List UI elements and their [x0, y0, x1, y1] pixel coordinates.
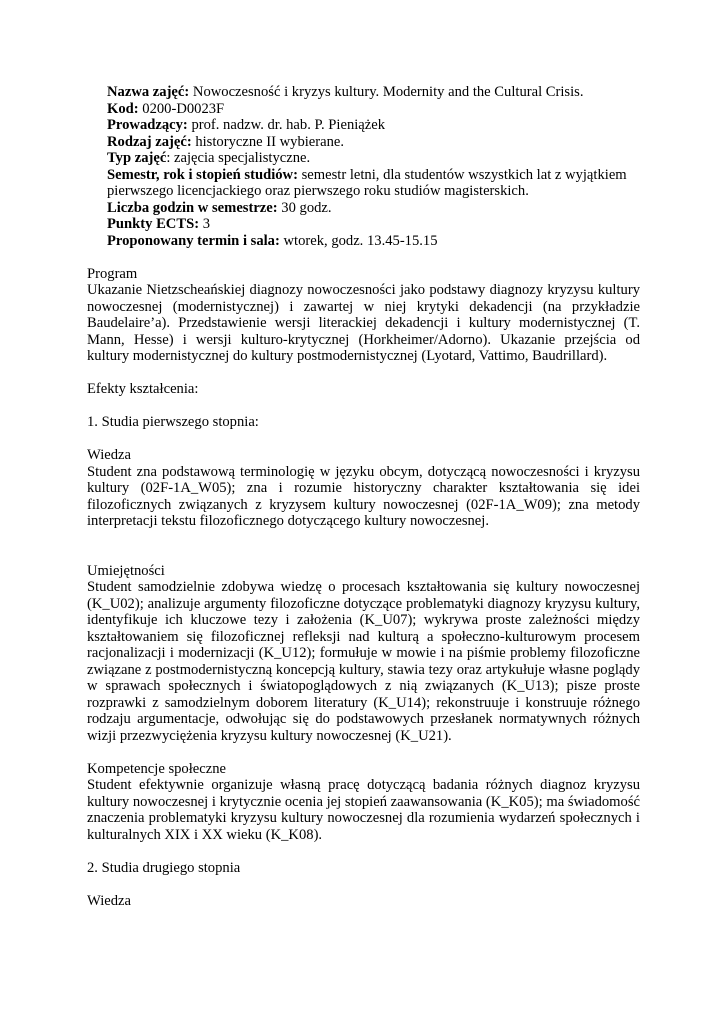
course-code-value: 0200-D0023F — [138, 100, 225, 117]
first-cycle-skills-heading: Umiejętności — [87, 562, 165, 579]
program-heading: Program — [87, 265, 138, 282]
lecturer-line — [107, 117, 640, 134]
first-cycle-knowledge-heading: Wiedza — [87, 447, 131, 463]
schedule-line — [107, 233, 640, 250]
course-name-label: Nazwa zajęć: — [107, 84, 190, 100]
spacer — [87, 398, 640, 415]
hours-label: Liczba godzin w semestrze: — [107, 199, 278, 216]
spacer — [87, 744, 640, 761]
ects-value: 3 — [199, 216, 211, 232]
course-code-label: Kod: — [107, 100, 139, 117]
semester-label: Semestr, rok i stopień studiów: — [107, 166, 298, 183]
lecturer-label: Prowadzący: — [107, 117, 188, 133]
schedule-value: wtorek, godz. 13.45-15.15 — [279, 232, 438, 249]
second-cycle-knowledge-heading: Wiedza — [87, 892, 131, 909]
spacer — [87, 249, 640, 266]
course-type-value: : zajęcia specjalistyczne. — [166, 150, 311, 166]
course-name-line — [107, 84, 640, 101]
course-type-label: Typ zajęć — [107, 150, 167, 166]
ects-line — [107, 216, 640, 233]
lecturer-value: prof. nadzw. dr. hab. P. Pieniążek — [187, 117, 386, 133]
second-cycle-heading: 2. Studia drugiego stopnia — [87, 859, 241, 876]
semester-line — [107, 167, 640, 200]
outcomes-heading: Efekty kształcenia: — [87, 381, 199, 397]
first-cycle-social-text: Student efektywnie organizuje własną pracę dotyczącą badania różnych diagnoz kryzysu kultury nowoczesnej i krytycznie ocenia jej stopień zaawansowania (K_K05); ma świadomość znaczenia problematyki kryzysu kultury nowoczesnej dla rozumienia wydarzeń społecznych i kulturalnych XIX i XX wieku (K_K08). — [87, 777, 640, 843]
first-cycle-skills-text: Student samodzielnie zdobywa wiedzę o procesach kształtowania się kultury nowoczesnej (K_U02); analizuje argumenty filozoficzne dotyczące problematyki diagnozy kryzysu kultury, identyfikuje ich kluczowe tezy i założenia (K_U07); wykrywa proste zależności między kształtowaniem się filozoficznej refleksji nad kulturą a społeczno-kulturowym procesem racjonalizacji i modernizacji (K_U12); formułuje w mowie i na piśmie problemy filozoficzne związane z postmodernistyczną koncepcją kultury, stawia tezy oraz artykułuje własne poglądy w sprawach społecznych i światopoglądowych z nią związanych (K_U13); pisze proste rozprawki z samodzielnym doborem literatury (K_U14); rekonstruuje i konstruuje różnego rodzaju argumentacje, odwołując się do podstawowych przesłanek normatywnych różnych wizji przezwyciężenia kryzysu kultury nowoczesnej (K_U21). — [87, 579, 640, 744]
first-cycle-knowledge-text: Student zna podstawową terminologię w języku obcym, dotyczącą nowoczesności i kryzysu kultury (02F-1A_W05); zna i rozumie historyczny charakter kształtowania się idei filozoficznych związanych z kryzysem kultury nowoczesnej (02F-1A_W09); zna metody interpretacji tekstu filozoficznego dotyczącego kultury nowoczesnej. — [87, 463, 640, 529]
schedule-label: Proponowany termin i sala: — [107, 232, 280, 249]
ects-label: Punkty ECTS: — [107, 216, 200, 232]
hours-value: 30 godz. — [277, 199, 332, 216]
spacer — [87, 843, 640, 860]
hours-line — [107, 200, 640, 217]
spacer — [87, 530, 640, 563]
course-name-value: Nowoczesność i kryzys kultury. Modernity and the Cultural Crisis. — [189, 84, 584, 100]
document-page — [87, 84, 640, 909]
first-cycle-social-heading: Kompetencje społeczne — [87, 760, 226, 777]
course-kind-value: historyczne II wybierane. — [191, 133, 345, 150]
course-code-line — [107, 101, 640, 118]
spacer — [87, 876, 640, 893]
course-metadata — [87, 84, 640, 249]
spacer — [87, 365, 640, 382]
course-kind-label: Rodzaj zajęć: — [107, 133, 192, 150]
program-text: Ukazanie Nietzscheańskiej diagnozy nowoczesności jako podstawy diagnozy kryzysu kultury nowoczesnej (modernistycznej) i zawartej w niej krytyki dekadencji (na przykładzie Baudelaire’a). Przedstawienie wersji literackiej dekadencji i kultury modernistycznej (T. Mann, Hesse) i wersji kulturo-krytycznej (Horkheimer/Adorno). Ukazanie przejścia od kultury modernistycznej do kultury postmodernistycznej (Lyotard, Vattimo, Baudrillard). — [87, 282, 640, 364]
first-cycle-heading: 1. Studia pierwszego stopnia: — [87, 414, 259, 430]
course-type-line — [107, 150, 640, 167]
semester-value: semestr letni, dla studentów wszystkich lat z wyjątkiem pierwszego licencjackiego oraz pierwszego roku studiów magisterskich. — [107, 166, 627, 199]
course-kind-line — [107, 134, 640, 151]
spacer — [87, 431, 640, 448]
